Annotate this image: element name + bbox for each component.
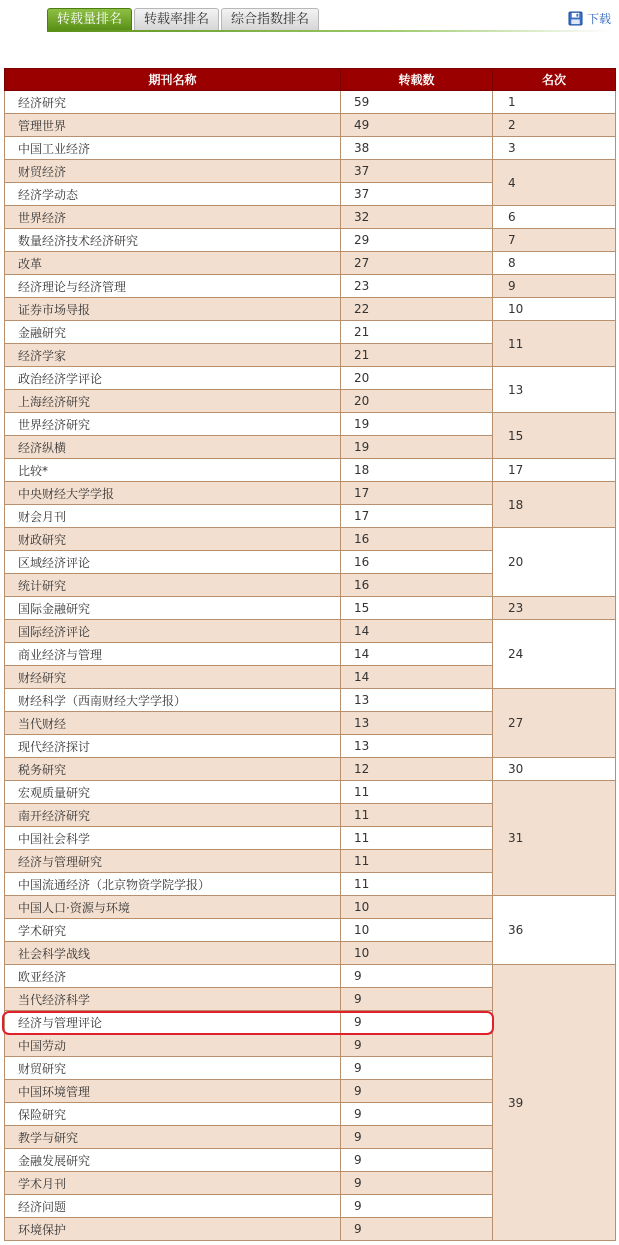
reprint-count-cell: 14 (341, 620, 493, 643)
reprint-count-cell: 18 (341, 459, 493, 482)
rank-cell: 39 (493, 965, 616, 1241)
rank-cell: 10 (493, 298, 616, 321)
column-header-journal: 期刊名称 (5, 69, 341, 91)
table-row (5, 482, 616, 505)
reprint-count-cell: 10 (341, 942, 493, 965)
journal-name-cell: 财政研究 (5, 528, 341, 551)
journal-name-cell: 商业经济与管理 (5, 643, 341, 666)
journal-name-cell: 改革 (5, 252, 341, 275)
reprint-count-cell: 10 (341, 919, 493, 942)
journal-name-cell: 财贸经济 (5, 160, 341, 183)
journal-name-cell: 中国人口·资源与环境 (5, 896, 341, 919)
reprint-count-cell: 21 (341, 321, 493, 344)
tab-reprint-rate[interactable]: 转载率排名 (134, 8, 219, 30)
reprint-count-cell: 37 (341, 183, 493, 206)
table-row (5, 413, 616, 436)
rank-cell: 7 (493, 229, 616, 252)
journal-name-cell: 政治经济学评论 (5, 367, 341, 390)
reprint-count-cell: 32 (341, 206, 493, 229)
reprint-count-cell: 9 (341, 1126, 493, 1149)
reprint-count-cell: 16 (341, 574, 493, 597)
rank-cell: 15 (493, 413, 616, 459)
reprint-count-cell: 13 (341, 689, 493, 712)
reprint-count-cell: 29 (341, 229, 493, 252)
table-row (5, 965, 616, 988)
reprint-count-cell: 11 (341, 850, 493, 873)
journal-name-cell: 财贸研究 (5, 1057, 341, 1080)
journal-name-cell: 证券市场导报 (5, 298, 341, 321)
journal-name-cell: 中国环境管理 (5, 1080, 341, 1103)
journal-name-cell: 国际金融研究 (5, 597, 341, 620)
journal-name-cell: 经济纵横 (5, 436, 341, 459)
journal-name-cell: 保险研究 (5, 1103, 341, 1126)
journal-name-cell: 金融发展研究 (5, 1149, 341, 1172)
reprint-count-cell: 16 (341, 528, 493, 551)
reprint-count-cell: 9 (341, 1080, 493, 1103)
journal-name-cell: 金融研究 (5, 321, 341, 344)
journal-name-cell: 上海经济研究 (5, 390, 341, 413)
table-body (5, 91, 616, 1241)
journal-name-cell: 财经科学（西南财经大学学报） (5, 689, 341, 712)
table-row (5, 229, 616, 252)
reprint-count-cell: 20 (341, 367, 493, 390)
save-icon (568, 11, 583, 26)
reprint-count-cell: 14 (341, 666, 493, 689)
journal-name-cell: 当代财经 (5, 712, 341, 735)
rank-cell: 30 (493, 758, 616, 781)
reprint-count-cell: 27 (341, 252, 493, 275)
reprint-count-cell: 19 (341, 436, 493, 459)
table-row (5, 689, 616, 712)
journal-name-cell: 欧亚经济 (5, 965, 341, 988)
journal-name-cell: 国际经济评论 (5, 620, 341, 643)
rank-cell: 2 (493, 114, 616, 137)
reprint-count-cell: 49 (341, 114, 493, 137)
rank-cell: 24 (493, 620, 616, 689)
reprint-count-cell: 9 (341, 1172, 493, 1195)
reprint-count-cell: 15 (341, 597, 493, 620)
rank-cell: 20 (493, 528, 616, 597)
reprint-count-cell: 9 (341, 1195, 493, 1218)
journal-name-cell: 中国劳动 (5, 1034, 341, 1057)
reprint-count-cell: 17 (341, 482, 493, 505)
table-header-row (5, 69, 616, 91)
reprint-count-cell: 9 (341, 988, 493, 1011)
table-row (5, 160, 616, 183)
table-row (5, 758, 616, 781)
table-row (5, 781, 616, 804)
reprint-count-cell: 11 (341, 873, 493, 896)
journal-name-cell: 税务研究 (5, 758, 341, 781)
reprint-count-cell: 9 (341, 1149, 493, 1172)
reprint-count-cell: 38 (341, 137, 493, 160)
journal-name-cell: 世界经济研究 (5, 413, 341, 436)
table-row (5, 528, 616, 551)
rank-cell: 36 (493, 896, 616, 965)
table-row (5, 367, 616, 390)
reprint-count-cell: 12 (341, 758, 493, 781)
journal-name-cell: 中国流通经济（北京物资学院学报） (5, 873, 341, 896)
reprint-count-cell: 11 (341, 827, 493, 850)
reprint-count-cell: 9 (341, 1011, 493, 1034)
journal-name-cell: 经济理论与经济管理 (5, 275, 341, 298)
reprint-count-cell: 9 (341, 1218, 493, 1241)
rank-cell: 3 (493, 137, 616, 160)
table-row (5, 321, 616, 344)
rank-cell: 31 (493, 781, 616, 896)
rank-cell: 8 (493, 252, 616, 275)
journal-name-cell: 世界经济 (5, 206, 341, 229)
journal-name-cell: 社会科学战线 (5, 942, 341, 965)
table-row (5, 206, 616, 229)
rank-cell: 27 (493, 689, 616, 758)
table-row (5, 620, 616, 643)
rank-cell: 17 (493, 459, 616, 482)
download-button[interactable] (568, 10, 611, 27)
journal-name-cell: 教学与研究 (5, 1126, 341, 1149)
rank-cell: 9 (493, 275, 616, 298)
journal-name-cell: 比较* (5, 459, 341, 482)
reprint-count-cell: 13 (341, 735, 493, 758)
reprint-count-cell: 19 (341, 413, 493, 436)
column-header-rank: 名次 (493, 69, 616, 91)
table-row (5, 91, 616, 114)
tab-underline (47, 30, 613, 32)
journal-name-cell: 中国工业经济 (5, 137, 341, 160)
journal-name-cell: 中国社会科学 (5, 827, 341, 850)
column-header-count: 转载数 (341, 69, 493, 91)
journal-name-cell: 中央财经大学学报 (5, 482, 341, 505)
reprint-count-cell: 9 (341, 965, 493, 988)
tab-reprint-count[interactable]: 转载量排名 (47, 8, 132, 30)
rank-cell: 18 (493, 482, 616, 528)
table-row (5, 137, 616, 160)
download-label: 下载 (586, 12, 611, 26)
reprint-count-cell: 9 (341, 1103, 493, 1126)
rank-cell: 1 (493, 91, 616, 114)
table-row (5, 298, 616, 321)
journal-name-cell: 区域经济评论 (5, 551, 341, 574)
journal-name-cell: 学术研究 (5, 919, 341, 942)
table-row (5, 597, 616, 620)
journal-name-cell: 经济研究 (5, 91, 341, 114)
reprint-count-cell: 17 (341, 505, 493, 528)
reprint-count-cell: 37 (341, 160, 493, 183)
reprint-count-cell: 11 (341, 781, 493, 804)
reprint-count-cell: 9 (341, 1034, 493, 1057)
journal-name-cell: 当代经济科学 (5, 988, 341, 1011)
rank-cell: 23 (493, 597, 616, 620)
reprint-count-cell: 21 (341, 344, 493, 367)
reprint-count-cell: 10 (341, 896, 493, 919)
journal-name-cell: 宏观质量研究 (5, 781, 341, 804)
journal-name-cell: 统计研究 (5, 574, 341, 597)
journal-name-cell: 学术月刊 (5, 1172, 341, 1195)
reprint-count-cell: 20 (341, 390, 493, 413)
table-row (5, 896, 616, 919)
table-row (5, 275, 616, 298)
rank-cell: 4 (493, 160, 616, 206)
ranking-table (4, 68, 616, 1241)
table-row (5, 114, 616, 137)
tab-composite-index[interactable]: 综合指数排名 (221, 8, 319, 30)
rank-cell: 11 (493, 321, 616, 367)
reprint-count-cell: 14 (341, 643, 493, 666)
journal-name-cell: 经济与管理评论 (5, 1011, 341, 1034)
reprint-count-cell: 13 (341, 712, 493, 735)
reprint-count-cell: 23 (341, 275, 493, 298)
journal-name-cell: 经济问题 (5, 1195, 341, 1218)
rank-cell: 6 (493, 206, 616, 229)
journal-name-cell: 现代经济探讨 (5, 735, 341, 758)
journal-name-cell: 经济学动态 (5, 183, 341, 206)
reprint-count-cell: 22 (341, 298, 493, 321)
journal-name-cell: 财会月刊 (5, 505, 341, 528)
table-row (5, 252, 616, 275)
table-row (5, 459, 616, 482)
journal-name-cell: 经济与管理研究 (5, 850, 341, 873)
reprint-count-cell: 11 (341, 804, 493, 827)
journal-name-cell: 经济学家 (5, 344, 341, 367)
journal-name-cell: 财经研究 (5, 666, 341, 689)
journal-name-cell: 数量经济技术经济研究 (5, 229, 341, 252)
reprint-count-cell: 9 (341, 1057, 493, 1080)
ranking-tabs (47, 8, 319, 30)
journal-name-cell: 南开经济研究 (5, 804, 341, 827)
rank-cell: 13 (493, 367, 616, 413)
reprint-count-cell: 59 (341, 91, 493, 114)
reprint-count-cell: 16 (341, 551, 493, 574)
journal-name-cell: 环境保护 (5, 1218, 341, 1241)
journal-name-cell: 管理世界 (5, 114, 341, 137)
